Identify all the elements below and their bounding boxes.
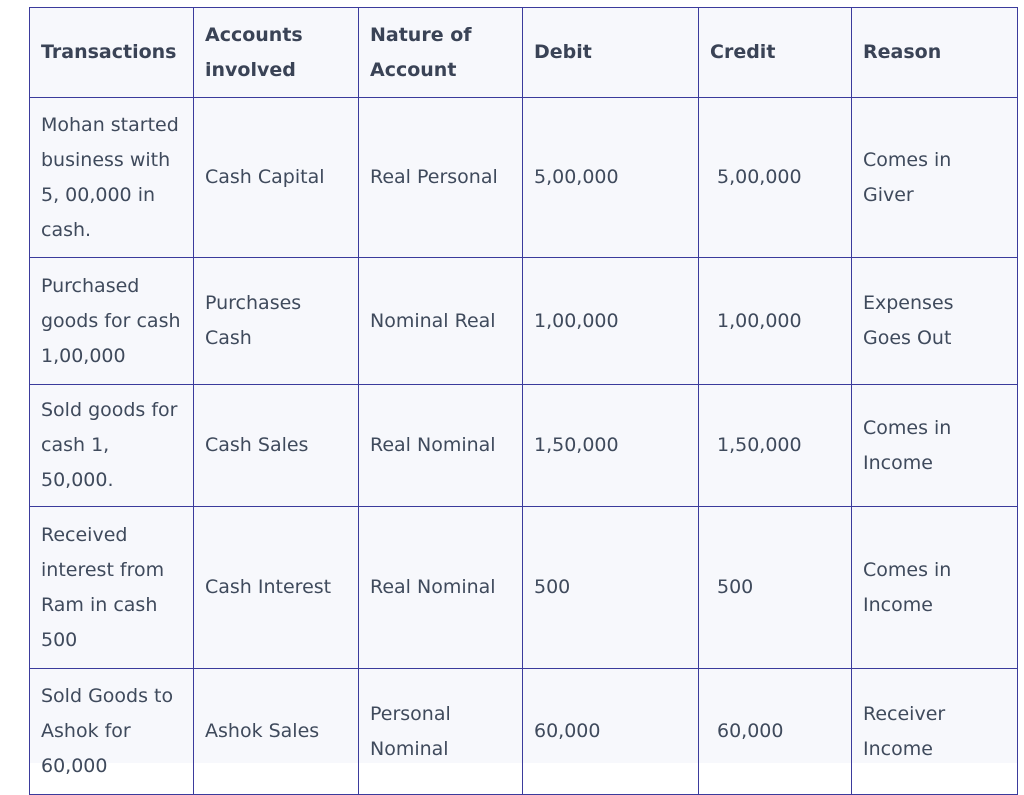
cell-nature: Real Personal [359, 98, 523, 258]
cell-accounts: Purchases Cash [194, 258, 359, 385]
cell-nature: Real Nominal [359, 385, 523, 507]
cell-credit: 5,00,000 [699, 98, 852, 258]
cell-debit: 1,50,000 [523, 385, 699, 507]
header-credit: Credit [699, 8, 852, 98]
cell-credit: 500 [699, 507, 852, 669]
table-row [30, 507, 1018, 669]
cell-accounts: Cash Interest [194, 507, 359, 669]
cell-reason: Comes in Income [852, 385, 1018, 507]
cell-reason: Receiver Income [852, 669, 1018, 795]
cell-transaction: Sold goods for cash 1, 50,000. [30, 385, 194, 507]
cell-reason: Comes in Giver [852, 98, 1018, 258]
cell-credit: 60,000 [699, 669, 852, 795]
header-debit: Debit [523, 8, 699, 98]
cell-accounts: Cash Capital [194, 98, 359, 258]
table-row [30, 258, 1018, 385]
cell-reason: Comes in Income [852, 507, 1018, 669]
header-transactions: Transactions [30, 8, 194, 98]
table-row [30, 669, 1018, 795]
table-row [30, 98, 1018, 258]
cell-debit: 5,00,000 [523, 98, 699, 258]
cell-transaction: Sold Goods to Ashok for 60,000 [30, 669, 194, 795]
cell-debit: 60,000 [523, 669, 699, 795]
accounts-table-container [29, 7, 1017, 777]
accounts-table [29, 7, 1018, 795]
cell-reason: Expenses Goes Out [852, 258, 1018, 385]
header-reason: Reason [852, 8, 1018, 98]
header-accounts-involved: Accounts involved [194, 8, 359, 98]
cell-nature: Personal Nominal [359, 669, 523, 795]
cell-transaction: Received interest from Ram in cash 500 [30, 507, 194, 669]
cell-nature: Real Nominal [359, 507, 523, 669]
cell-credit: 1,00,000 [699, 258, 852, 385]
cell-debit: 500 [523, 507, 699, 669]
cell-transaction: Mohan started business with 5, 00,000 in cash. [30, 98, 194, 258]
cell-nature: Nominal Real [359, 258, 523, 385]
cell-accounts: Cash Sales [194, 385, 359, 507]
table-row [30, 385, 1018, 507]
header-nature-of-account: Nature of Account [359, 8, 523, 98]
cell-accounts: Ashok Sales [194, 669, 359, 795]
cell-transaction: Purchased goods for cash 1,00,000 [30, 258, 194, 385]
cell-debit: 1,00,000 [523, 258, 699, 385]
table-header-row [30, 8, 1018, 98]
cell-credit: 1,50,000 [699, 385, 852, 507]
